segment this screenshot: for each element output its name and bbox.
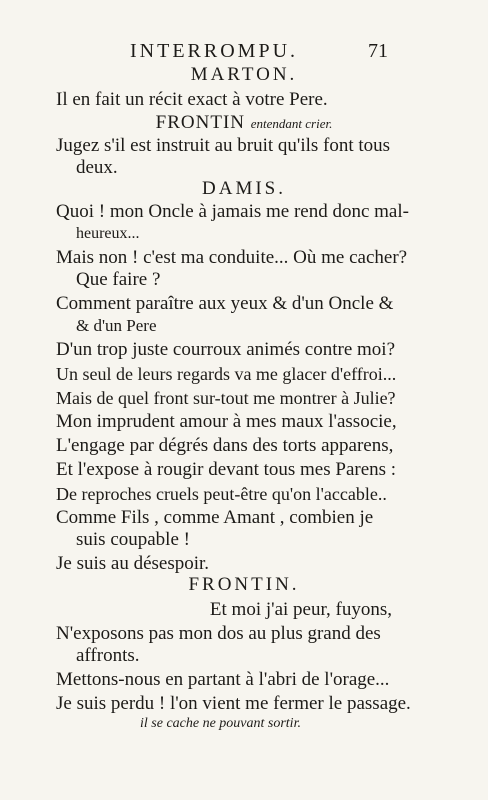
verse-line: Comme Fils , comme Amant , combien je [56,507,374,528]
verse-line: Mon imprudent amour à mes maux l'associe, [56,411,397,432]
verse-line: Mais de quel front sur-tout me montrer à Julie? [56,388,396,408]
verse-line: Un seul de leurs regards va me glacer d'effroi... [56,364,397,384]
verse-line: Jugez s'il est instruit au bruit qu'ils font tous [56,135,391,156]
stage-direction: entendant crier. [250,116,333,131]
speaker-marton: MARTON. [190,64,298,85]
verse-line: Il en fait un récit exact à votre Pere. [56,89,328,110]
verse-line: L'engage par dégrés dans des torts apparens, [56,435,394,456]
verse-line: D'un trop juste courroux animés contre moi? [56,339,396,360]
stage-direction: il se cache ne pouvant sortir. [140,716,301,731]
verse-line: Je suis au désespoir. [56,553,210,574]
verse-line: Quoi ! mon Oncle à jamais me rend donc mal- [56,201,409,222]
verse-line: Je suis perdu ! l'on vient me fermer le passage. [56,693,411,714]
speaker-frontin: FRONTIN [155,112,245,133]
verse-line-continuation: Que faire ? [76,269,161,290]
verse-line-continuation: & d'un Pere [76,316,157,335]
verse-line: Mais non ! c'est ma conduite... Où me cacher? [56,247,408,268]
speaker-frontin-stage [0,112,488,134]
verse-line: De reproches cruels peut-être qu'on l'accable.. [56,484,387,504]
page-number: 71 [368,40,388,62]
verse-line: Comment paraître aux yeux & d'un Oncle & [56,293,394,314]
verse-line-continuation: suis coupable ! [76,529,190,550]
verse-line: Mettons-nous en partant à l'abri de l'orage... [56,669,390,690]
verse-line: Et moi j'ai peur, fuyons, [209,599,392,620]
speaker-damis: DAMIS. [202,178,286,199]
verse-line: N'exposons pas mon dos au plus grand des [56,623,381,644]
verse-line-continuation: heureux... [76,225,140,242]
speaker-frontin: FRONTIN. [188,574,300,595]
verse-line-continuation: affronts. [76,645,140,666]
verse-line-continuation: deux. [76,157,118,178]
running-title: INTERROMPU. [130,40,299,62]
verse-line: Et l'expose à rougir devant tous mes Parens : [56,459,397,480]
